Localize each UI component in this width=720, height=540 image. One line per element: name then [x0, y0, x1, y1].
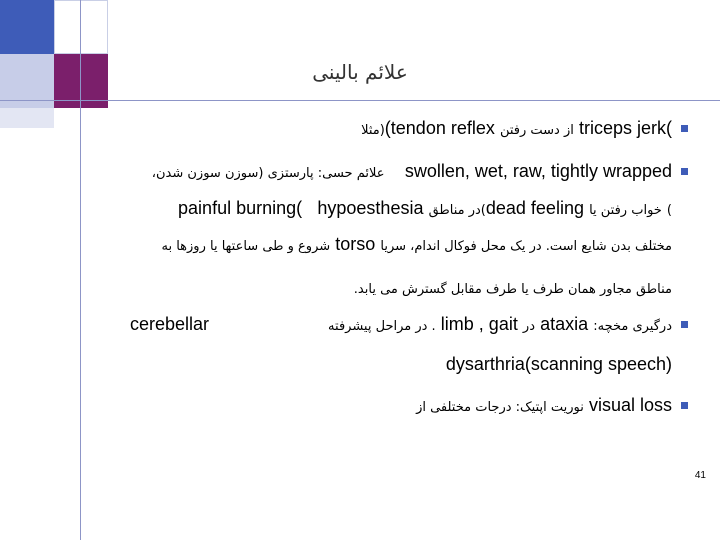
bullet-1-masalan: (مثلا — [361, 123, 385, 138]
bullet-2-line-2 — [178, 198, 672, 219]
bullet-1-close: ( — [666, 118, 672, 138]
bullet-2-hypoesthesia: hypoesthesia — [317, 198, 424, 218]
bullet-2-torso: torso — [335, 234, 376, 254]
bullet-2-manateq: )در مناطق — [428, 203, 486, 218]
bullet-1-text-fa: از دست رفتن — [499, 123, 574, 138]
bullet-1-paren: ( — [384, 118, 391, 138]
bullet-2-line-1 — [152, 161, 672, 182]
bullet-2-line3a: مختلف بدن شایع است. در یک محل فوکال اندام، سریا — [380, 239, 672, 254]
bullet-3-ataxia: ataxia — [540, 314, 589, 334]
bullet-4-text-fa: نوریت اپتیک: درجات مختلفی از — [416, 400, 584, 415]
bullet-2-painful: painful burning — [178, 198, 297, 218]
bullet-3-scanning: scanning speech — [530, 354, 666, 374]
bullet-2-line4: مناطق مجاور همان طرف یا طرف مقابل گسترش می یابد. — [353, 282, 672, 297]
bullet-2-khab: خواب رفتن یا — [589, 203, 662, 218]
bullet-2-paren2: ) — [666, 203, 672, 218]
bullet-3-dar: در — [522, 319, 535, 334]
bullet-3-cerebellar: cerebellar — [130, 314, 210, 334]
bullet-3-marahel: . در مراحل پیشرفته — [328, 319, 436, 334]
bullet-3-cerebellar-wrap — [130, 314, 209, 335]
bullet-2-text-fa: علائم حسی: پارستزی (سوزن سوزن شدن، — [151, 166, 385, 181]
bullet-2-line-4 — [354, 278, 672, 297]
bullet-3-paren-close: ) — [666, 354, 672, 374]
bullet-4-visual-loss: visual loss — [588, 395, 672, 415]
bullet-marker — [681, 321, 688, 328]
bullet-1-triceps: triceps jerk — [578, 118, 666, 138]
bullet-2-line-3 — [161, 234, 672, 255]
slide-title: علائم بالینی — [312, 60, 408, 84]
bullet-2-line3b: شروع و طی ساعتها یا روزها به — [161, 239, 331, 254]
decor-square-pale — [0, 108, 54, 128]
bullet-3-text-fa: درگیری مخچه: — [593, 319, 672, 334]
decor-square-white — [54, 0, 108, 54]
bullet-1 — [361, 118, 672, 139]
bullet-2-swollen: swollen, wet, raw, tightly wrapped — [404, 161, 672, 181]
bullet-marker — [681, 168, 688, 175]
bullet-1-tendon: tendon reflex — [390, 118, 495, 138]
bullet-3-line-1 — [328, 314, 672, 335]
bullet-3-line-2 — [446, 354, 672, 375]
page-number: 41 — [694, 470, 706, 481]
bullet-3-limb-gait: limb , gait — [440, 314, 518, 334]
bullet-4 — [416, 395, 672, 416]
decor-square-blue — [0, 0, 54, 54]
bullet-2-dead-feeling: dead feeling — [485, 198, 584, 218]
decor-horizontal-line — [0, 100, 720, 101]
bullet-marker — [681, 402, 688, 409]
bullet-marker — [681, 125, 688, 132]
bullet-2-paren: ( — [296, 198, 303, 218]
bullet-3-dysarthria: dysarthria — [445, 354, 525, 374]
bullet-3-paren-open: ( — [524, 354, 531, 374]
